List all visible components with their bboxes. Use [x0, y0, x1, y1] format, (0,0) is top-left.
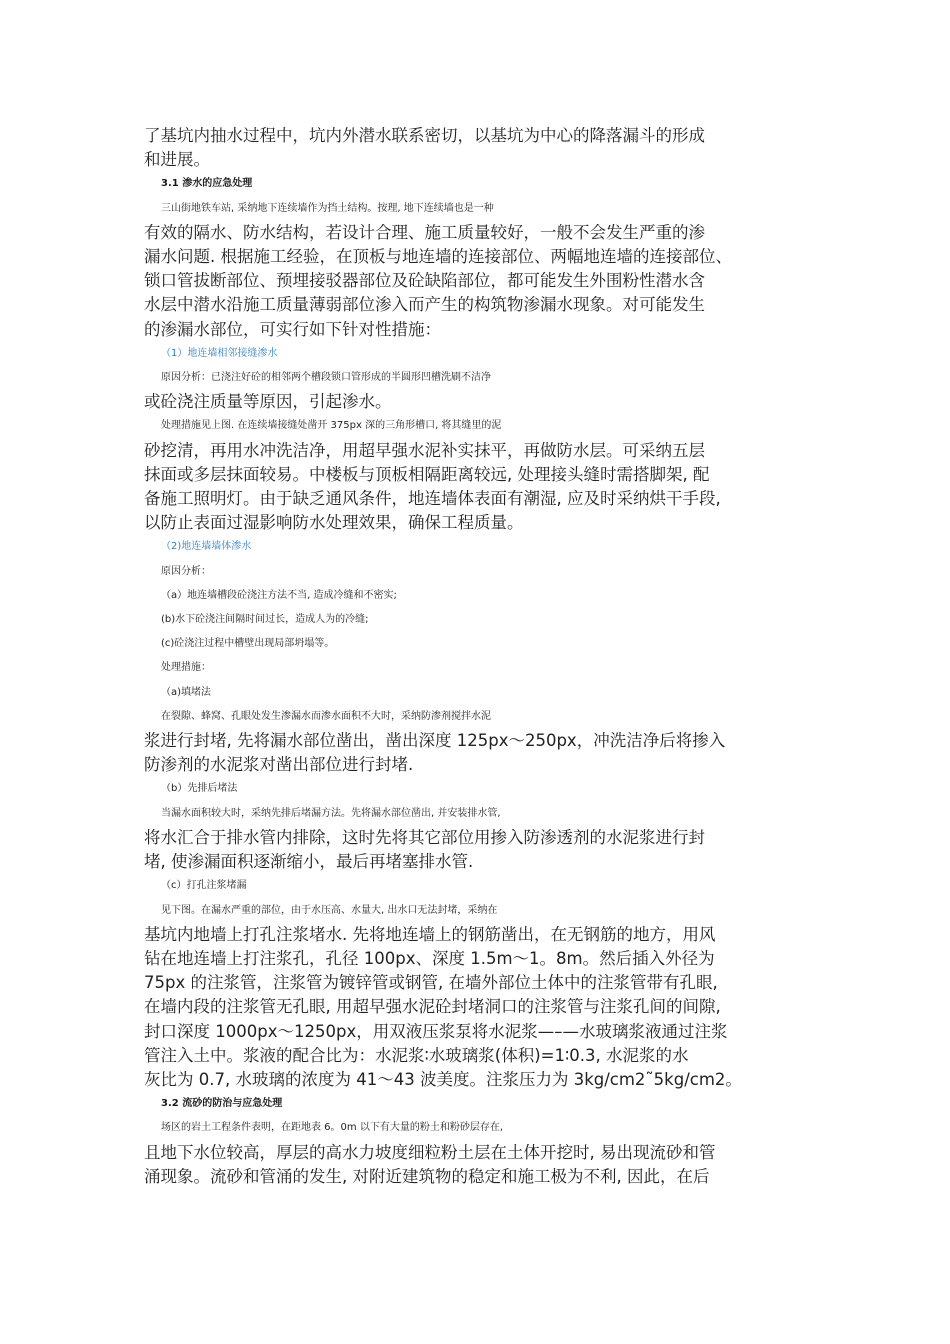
text-line: 封口深度 1000px～1250px，用双液压浆泵将水泥浆—–—水玻璃浆液通过注浆	[144, 1021, 728, 1041]
text-line: 灰比为 0.7, 水玻璃的浓度为 41～43 波美度。注浆压力为 3kg/cm2˜5kg/cm2。	[144, 1069, 742, 1089]
method-heading-a: （a)填堵法	[161, 686, 212, 698]
subheading-1: （1）地连墙相邻接缝渗水	[161, 347, 278, 359]
text-line: 或砼浇注质量等原因，引起渗水。	[144, 392, 392, 412]
text-line: 堵, 使渗漏面积逐渐缩小，最后再堵塞排水管.	[144, 852, 474, 872]
text-line: 三山街地铁车站, 采纳地下连续墙作为挡土结构。按理, 地下连续墙也是一种	[161, 202, 494, 214]
text-line: 将水汇合于排水管内排除，这时先将其它部位用掺入防渗透剂的水泥浆进行封	[144, 827, 705, 847]
text-line: 了基坑内抽水过程中，坑内外潜水联系密切，以基坑为中心的降落漏斗的形成	[144, 126, 705, 145]
text-line: 在墙内段的注浆管无孔眼, 用超早强水泥砼封堵洞口的注浆管与注浆孔间的间隙,	[144, 997, 721, 1017]
text-line: 原因分析：	[161, 565, 211, 577]
section-heading-3-1: 3.1 渗水的应急处理	[161, 178, 253, 190]
text-line: 原因分析：已浇注好砼的相邻两个槽段锁口管形成的半圆形凹槽洗刷不洁净	[161, 372, 491, 384]
text-line: 基坑内地墙上打孔注浆堵水. 先将地连墙上的钢筋凿出，在无钢筋的地方，用风	[144, 924, 716, 944]
text-line: 钻在地连墙上打注浆孔，孔径 100px、深度 1.5m～1。8m。然后插入外径为	[144, 948, 715, 968]
text-line: 处理措施：	[161, 662, 211, 674]
text-line: 水层中潜水沿施工质量薄弱部位渗入而产生的构筑物渗漏水现象。对可能发生	[144, 295, 705, 315]
subheading-2: （2)地连墙墙体渗水	[161, 541, 252, 553]
text-line: 且地下水位较高，厚层的高水力坡度细粒粉土层在土体开挖时, 易出现流砂和管	[144, 1142, 716, 1162]
document-body	[144, 124, 816, 1189]
text-line: 以防止表面过湿影响防水处理效果，确保工程质量。	[144, 513, 524, 533]
text-line: 和进展。	[144, 150, 210, 170]
section-heading-3-2: 3.2 流砂的防治与应急处理	[161, 1098, 283, 1110]
method-heading-c: （c）打孔注浆堵漏	[161, 880, 247, 892]
text-line: 在裂隙、蜂窝、孔眼处发生渗漏水而渗水面积不大时，采纳防渗剂搅拌水泥	[161, 710, 491, 722]
text-line: 防渗剂的水泥浆对凿出部位进行封堵.	[144, 755, 414, 775]
text-line: 处理措施见上图. 在连续墙接缝处凿开 375px 深的三角形槽口, 将其缝里的泥	[161, 420, 502, 432]
text-line: 浆进行封堵, 先将漏水部位凿出，凿出深度 125px～250px，冲洗洁净后将掺入	[144, 731, 726, 751]
text-line: 管注入土中。浆液的配合比为：水泥浆∶水玻璃浆(体积)=1∶0.3, 水泥浆的水	[144, 1045, 689, 1065]
text-line: 见下图。在漏水严重的部位，由于水压高、水量大, 出水口无法封堵，采纳在	[161, 904, 498, 916]
text-line: 锁口管拔断部位、预埋接驳器部位及砼缺陷部位，都可能发生外围粉性潜水含	[144, 271, 705, 291]
list-item: (c)砼浇注过程中槽壁出现局部坍塌等。	[161, 638, 335, 650]
text-line: 场区的岩土工程条件表明，在距地表 6。0m 以下有大量的粉土和粉砂层存在,	[161, 1122, 504, 1134]
list-item: （a）地连墙槽段砼浇注方法不当, 造成冷缝和不密实;	[161, 589, 397, 601]
text-line: 的渗漏水部位，可实行如下针对性措施：	[144, 319, 441, 339]
text-line: 涌现象。流砂和管涌的发生, 对附近建筑物的稳定和施工极为不利, 因此，在后	[144, 1166, 710, 1186]
text-line: 抹面或多层抹面较易。中楼板与顶板相隔距离较远, 处理接头缝时需搭脚架, 配	[144, 464, 710, 484]
text-line: 漏水问题. 根据施工经验，在顶板与地连墙的连接部位、两幅地连墙的连接部位、	[144, 247, 732, 267]
text-line: 备施工照明灯。由于缺乏通风条件，地连墙体表面有潮湿, 应及时采纳烘干手段,	[144, 489, 721, 509]
text-line: 75px 的注浆管，注浆管为镀锌管或钢管, 在墙外部位土体中的注浆管带有孔眼,	[144, 973, 718, 993]
method-heading-b: （b）先排后堵法	[161, 783, 238, 795]
text-line: 当漏水面积较大时，采纳先排后堵漏方法。先将漏水部位凿出, 并安装排水管,	[161, 807, 501, 819]
list-item: (b)水下砼浇注间隔时间过长，造成人为的冷缝;	[161, 614, 369, 626]
text-line: 有效的隔水、防水结构，若设计合理、施工质量较好，一般不会发生严重的渗	[144, 222, 705, 242]
text-line: 砂挖清，再用水冲洗洁净，用超早强水泥补实抹平，再做防水层。可采纳五层	[144, 440, 705, 460]
